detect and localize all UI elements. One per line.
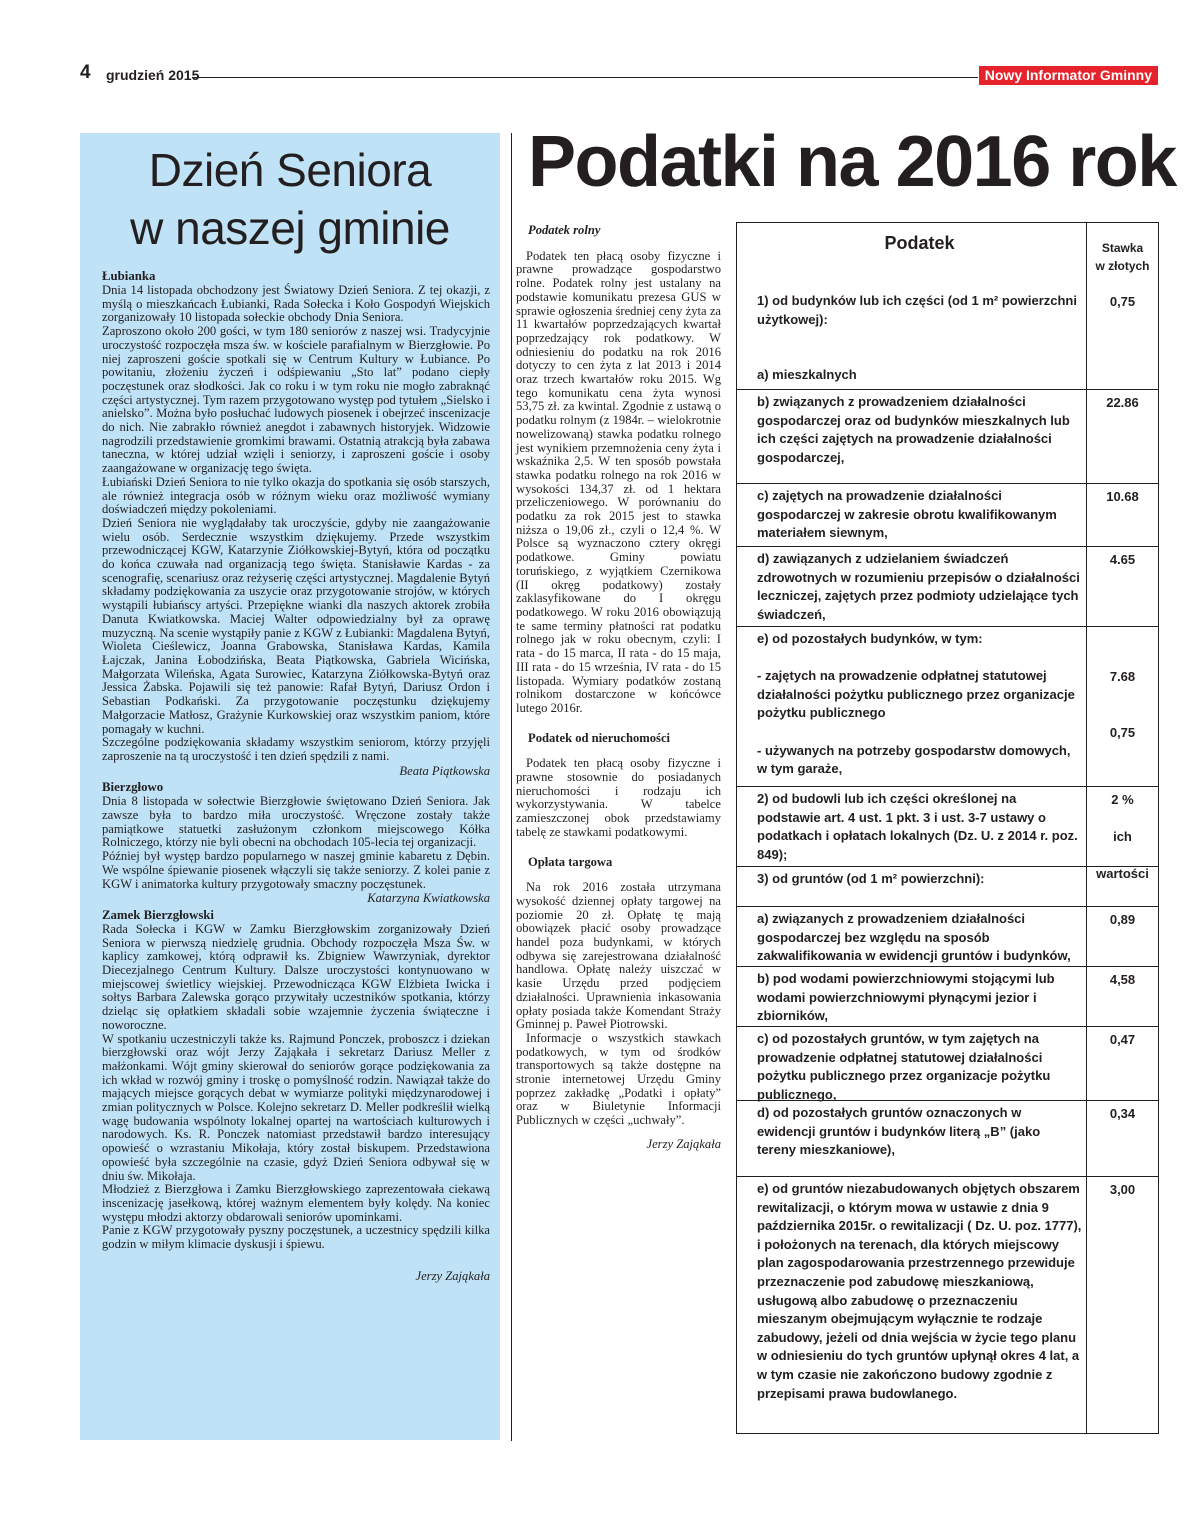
tax-rate: 4.65 [1109,552,1136,567]
paragraph: Panie z KGW przygotowały pyszny poczęstunek, a uczestnicy spędzili kilka godzin w miłym klimacie dyskusji i śpiewu. [102,1223,490,1252]
paragraph: W spotkaniu uczestniczyli także ks. Rajmund Ponczek, proboszcz i dziekan bierzgłowski oraz wójt Jerzy Zająkała i sekretarz Dariusz Meller z małżonkami. Wójt gminy skierował do seniorów gorące podziękowania za ich wkład w rozwój gminy i troskę o pomyślność rodzin. Nawiązał także do mających miejsce gorących debat w wymiarze polityki międzynarodowej i zmian politycznych w Polsce. Kolejno sekretarz D. Meller podkreślił wielką wagę budowania wspólnoty lokalnej opartej na wartościach kulturowych i narodowych. Ks. R. Ponczek natomiast przedstawił bardzo interesujący opowieść o wzrastaniu Mikołaja, który został biskupem. Przedstawiona opowieść była szczególnie na czasie, gdyż Dzień Seniora odbywał się w dniu św. Mikołaja. [102,1031,490,1183]
page-header [80,64,1158,86]
paragraph: Rada Sołecka i KGW w Zamku Bierzgłowskim zorganizowały Dzień Seniora w pierwszą niedzielę grudnia. Obchody rozpoczęła Msza Św. w kaplicy zamkowej, którą odprawił ks. Zbigniew Wawrzyniak, dyrektor Diecezjalnego Centrum Kultury. Dalsze uroczystości kontynuowano w miejscowej świetlicy wiejskiej. Przewodnicząca KGW Elżbieta Iwicka i sołtys Barbara Zalewska gorąco przywitały uczestników spotkania, którzy dzieląc się opłatkiem składali sobie wzajemnie życzenia świąteczne i noworoczne. [102,921,490,1032]
paragraph: Łubiański Dzień Seniora to nie tylko okazja do spotkania się osób starszych, ale również integracja osób w różnym wieku oraz możliwość wymiany doświadczeń między pokoleniami. [102,474,490,517]
tax-description: c) od pozostałych gruntów, w tym zajętych na prowadzenie odpłatnej statutowej działalności pożytku publicznego przez organizacje pożytku publicznego, [737,1027,1087,1100]
tax-rate: 4,58 [1109,972,1136,987]
table-row [737,1176,1158,1433]
publication-name: Nowy Informator Gminny [979,66,1158,85]
table-row [737,289,1158,389]
table-row [737,906,1158,966]
table-row [737,483,1158,546]
column-header-rate: Stawka w złotych [1095,241,1150,273]
tax-description: d) zawiązanych z udzielaniem świadczeń zdrowotnych w rozumieniu przepisów o działalności leczniczej, zajętych przez podmioty udzielające tych świadczeń, [737,547,1087,626]
tax-description: d) od pozostałych gruntów oznaczonych w ewidencji gruntów i budynków literą „B” (jako tereny mieszkaniowe), [737,1101,1087,1176]
tax-description: 1) od budynków lub ich części (od 1 m² powierzchni użytkowej): a) mieszkalnych [737,289,1087,389]
article-title: Dzień Seniora w naszej gminie [130,144,450,254]
paragraph: Dzień Seniora nie wyglądałaby tak uroczyście, gdyby nie zaangażowanie wielu osób. Serdecznie wszystkim dziękujemy. Przede wszystkim przewodniczącej KGW, Katarzynie Ziółkowskiej-Bytyń, która od początku do końca czuwała nad organizacją tego święta. Stanisławie Kardas - za scenografię, scenariusz oraz reżyserię części artystycznej. Magdalenie Bytyń składamy podziękowania za uszycie oraz przygotowanie strojów, w których wystąpili łubiańscy artyści. Przepiękne wianki dla naszych aktorek zrobiła Danuta Kwiatkowska. Maciej Walter odpowiedzialny był za oprawę muzyczną. Na scenie wystąpiły panie z KGW z Łubianki: Magdalena Bytyń, Wioleta Cieślewicz, Joanna Grabowska, Stanisława Kardas, Kamila Łajczak, Janina Łobodzińska, Beata Piątkowska, Gabriela Wicińska, Małgorzata Wileńska, Agata Surowiec, Katarzyna Ziółkowska-Bytyń oraz Jessica Żabska. Pojawili się też panowie: Rafał Bytyń, Dariusz Ordon i Sebastian Podkański. Za przygotowanie poczęstunku dziękujemy Małgorzacie Matłosz, Grażynie Kurkowskiej oraz wszystkim paniom, które pomagały w kuchni. [102,515,490,736]
section-heading: Zamek Bierzgłowski [102,907,214,922]
table-row [737,866,1158,906]
tax-description: b) pod wodami powierzchniowymi stojącymi lub wodami powierzchniowymi płynącymi jezior i zbiorników, [737,967,1087,1026]
tax-rate: 0,89 [1109,912,1136,927]
tax-description: 3) od gruntów (od 1 m² powierzchni): [737,867,1087,906]
section-heading: Łubianka [102,269,156,283]
tax-description: a) związanych z prowadzeniem działalności gospodarczej bez względu na sposób zakwalifikowania w ewidencji gruntów i budynków, [737,907,1087,966]
tax-description: e) od pozostałych budynków, w tym: - zajętych na prowadzenie odpłatnej statutowej działalności pożytku publicznego przez organizacje pożytku publicznego - używanych na potrzeby gospodarstw domowych, w tym garaże, [737,627,1087,786]
paragraph: Szczególne podziękowania składamy wszystkim seniorom, którzy przyjęli zaproszenie na tą uroczystość i ten dzień spędzili z nami. [102,735,490,763]
article-body [102,269,490,1284]
table-row [737,546,1158,626]
tax-description: 2) od budowli lub ich części określonej na podstawie art. 4 ust. 1 pkt. 3 i ust. 3-7 ustawy o podatkach i opłatach lokalnych (Dz. U. z 2014 r. poz. 849); [737,787,1087,866]
tax-article-body [516,224,721,1152]
page-number: 4 [80,62,91,83]
tax-rate: 10.68 [1106,489,1139,504]
table-row [737,1026,1158,1100]
tax-article-title: Podatki na 2016 rok [528,122,1176,202]
tax-rate: 2 % ich wartości [1096,792,1149,882]
column-header-tax: Podatek [737,223,1087,289]
table-row [737,966,1158,1026]
header-rule [192,77,978,78]
tax-rate: 22.86 [1106,395,1139,410]
section-heading: Podatek rolny [528,223,601,237]
table-row [737,1100,1158,1176]
table-row [737,389,1158,483]
author-signature: Jerzy Zająkała [415,1268,490,1283]
senior-day-article [80,133,500,1440]
paragraph: Na rok 2016 została utrzymana wysokość dziennej opłaty targowej na poziomie 20 zł. Opłatę tę mają obowiązek płacić osoby prowadzące handel poza budynkami, w których odbywa się zarejestrowana działalność handlowa. Opłatę należy uiszczać w kasie Urzędu przed podjęciem działalności. Uprawnienia inkasowania opłaty posiada także Komendant Straży Gminnej p. Paweł Piotrowski. [516,880,721,1032]
tax-rate: 0,34 [1109,1106,1136,1121]
paragraph: Podatek ten płacą osoby fizyczne i prawne stosownie do posiadanych nieruchomości i rodzaju ich wykorzystywania. W tabelce zamieszczonej obok przedstawiamy tabelę ze stawkami podatkowymi. [516,756,721,839]
paragraph: Dnia 14 listopada obchodzony jest Światowy Dzień Seniora. Z tej okazji, z myślą o mieszkańcach Łubianki, Rada Sołecka i Koło Gospodyń Wiejskich zorganizowały 10 listopada sołeckie obchody Dnia Seniora. [102,283,490,325]
tax-rate: 0,75 [1109,294,1136,309]
tax-rate [1087,867,1158,906]
tax-rate: 0,47 [1109,1032,1136,1047]
table-body [737,289,1158,1433]
table-header-row [737,223,1158,289]
table-row [737,626,1158,786]
paragraph: Podatek ten płacą osoby fizyczne i prawne prowadzące gospodarstwo rolne. Podatek rolny jest ustalany na podstawie komunikatu prezesa GUS w sprawie ogłoszenia średniej ceny żyta za 11 kwartałów poprzedzających kwartał poprzedzający rok podatkowy. W odniesieniu do podatku na rok 2016 dotyczy to cen żyta z lat 2013 i 2014 oraz trzech kwartałów roku 2015. Wg tego komunikatu cena żyta wynosi 53,75 zł. za kwintal. Zgodnie z ustawą o podatku rolnym (z 1984r. – wielokrotnie nowelizowaną) stawka podatku rolnego jest wynikiem przemnożenia ceny żyta i wskaźnika 2,5. W ten sposób powstała stawka podatku rolnego na rok 2016 w wysokości 134,37 zł. od 1 hektara przeliczeniowego. W porównaniu do podatku za rok 2015 jest to stawka niższa o 19,06 zł., czyli o 12,4 %. W Polsce są wyznaczono cztery okręgi podatkowe. Gminy powiatu toruńskiego, z wyjątkiem Czernikowa (II okręg podatkowy) zostały zaklasyfikowane do I okręgu podatkowego. W roku 2016 obowiązują te same terminy płatności rat podatku rolnego jak w roku obecnym, czyli: I rata - do 15 marca, II rata - do 15 maja, III rata - do 15 września, IV rata - do 15 listopada. Wymiary podatków zostaną rolnikom dostarczone w końcówce lutego 2016r. [516,248,721,715]
author-signature: Katarzyna Kwiatkowska [367,891,490,906]
tax-rate: 3,00 [1109,1182,1136,1197]
section-heading: Podatek od nieruchomości [528,730,671,745]
paragraph: Młodzież z Bierzgłowa i Zamku Bierzgłowskiego zaprezentowała ciekawą inscenizację jasełkową, której ważnym elementem były kolędy. Na koniec występu młodzi aktorzy obdarowali seniorów upominkami. [102,1182,490,1224]
tax-description: c) zajętych na prowadzenie działalności gospodarczej w zakresie obrotu kwalifikowanym materiałem siewnym, [737,484,1087,546]
author-signature: Jerzy Zająkała [646,1136,721,1151]
tax-description: b) związanych z prowadzeniem działalności gospodarczej oraz od budynków mieszkalnych lub ich części zajętych na prowadzenie działalności gospodarczej, [737,390,1087,483]
section-heading: Opłata targowa [528,854,613,869]
paragraph: Dnia 8 listopada w sołectwie Bierzgłowie świętowano Dzień Seniora. Jak zawsze była to bardzo miła uroczystość. Wręczone zostały także pamiątkowe statuetki zasłużonym członkom miejscowego Kółka Rolniczego, którzy nie byli obecni na obchodach 105-lecia tej organizacji. [102,794,490,850]
paragraph: Później był występ bardzo popularnego w naszej gminie kabaretu z Dębin. We wspólne śpiewanie piosenek włączyli się także seniorzy. Z kolei panie z KGW i animatorka kultury przygotowały smaczny poczęstunek. [102,849,490,891]
paragraph: Informacje o wszystkich stawkach podatkowych, w tym od środków transportowych są także dostępne na stronie internetowej Urzędu Gminy poprzez zakładkę „Podatki i opłaty” oraz w Biuletynie Informacji Publicznych w części „uchwały”. [516,1030,721,1128]
issue-date: grudzień 2015 [106,67,200,83]
column-divider [511,133,512,1441]
paragraph: Zaproszono około 200 gości, w tym 180 seniorów z naszej wsi. Tradycyjnie uroczystość rozpoczęła msza św. w kościele parafialnym w Bierzgłowie. Po niej zaproszeni goście spotkali się w Centrum Kultury w Łubiance. Po powitaniu, złożeniu życzeń i odśpiewaniu „Sto lat” podano ciepły poczęstunek oraz słodkości. Jak co roku i w tym roku nie mogło zabraknąć części artystycznej. Tym razem przygotowano występ pod tytułem „Sielsko i anielsko”. Można było posłuchać ludowych piosenek i obejrzeć inscenizacje do nich. Nie zabrakło również anegdot i zabawnych historyjek. Widzowie nagrodzili przedstawienie gromkimi brawami. Ostatnią atrakcją była zabawa taneczna, w której udział wzięli i seniorzy, i zaproszeni goście i osoby zaangażowane w organizację tego święta. [102,324,490,476]
author-signature: Beata Piątkowska [399,763,490,778]
tax-description: e) od gruntów niezabudowanych objętych obszarem rewitalizacji, o którym mowa w ustawie z dnia 9 października 2015r. o rewitalizacji ( Dz. U. poz. 1777), i położonych na terenach, dla których miejscowy plan zagospodarowania przestrzennego przewiduje przeznaczenie pod zabudowę mieszkaniową, usługową albo zabudowę o przeznaczeniu mieszanym obejmującym wyłącznie te rodzaje zabudowy, jeżeli od dnia wejścia w życie tego planu w odniesieniu do tych gruntów upłynął okres 4 lat, a w tym czasie nie zakończono budowy zgodnie z przepisami prawa budowlanego. [737,1177,1087,1433]
tax-rate-table [736,222,1159,1434]
tax-rate: 7.68 0,75 [1109,669,1136,740]
section-heading: Bierzgłowo [102,780,164,795]
